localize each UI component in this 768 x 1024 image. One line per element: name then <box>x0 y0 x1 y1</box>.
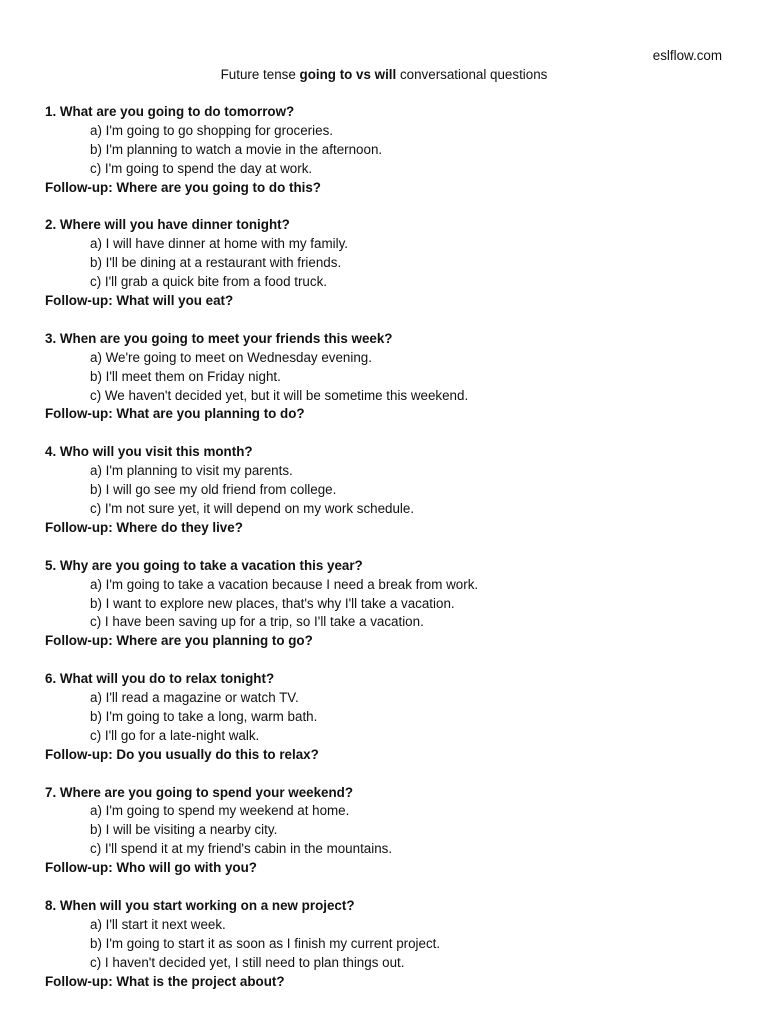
page-title <box>0 66 768 84</box>
answer-item: b) I want to explore new places, that's why I'll take a vacation. <box>90 595 455 611</box>
question-block <box>45 216 738 311</box>
answer-item: c) I'll go for a late-night walk. <box>90 727 260 743</box>
answer-list <box>45 689 738 746</box>
answer-item: c) I'm not sure yet, it will depend on my work schedule. <box>90 500 415 516</box>
title-suffix: conversational questions <box>396 67 548 82</box>
answer-item: b) I'm planning to watch a movie in the afternoon. <box>90 141 383 157</box>
answer-item: a) I'm going to take a vacation because I need a break from work. <box>90 576 479 592</box>
answer-item: c) I have been saving up for a trip, so I'll take a vacation. <box>90 614 424 630</box>
answer-item: b) I'm going to take a long, warm bath. <box>90 708 318 724</box>
question-title: 5. Why are you going to take a vacation this year? <box>45 557 363 573</box>
answer-list <box>45 916 738 973</box>
question-block <box>45 103 738 198</box>
title-bold: going to vs will <box>299 67 397 82</box>
question-block <box>45 897 738 992</box>
follow-up-question: Follow-up: What is the project about? <box>45 973 285 989</box>
answer-item: b) I'm going to start it as soon as I finish my current project. <box>90 935 441 951</box>
question-title: 7. Where are you going to spend your weekend? <box>45 784 354 800</box>
answer-item: a) I'm going to go shopping for groceries. <box>90 122 333 138</box>
answer-list <box>45 462 738 519</box>
question-block <box>45 443 738 538</box>
answer-list <box>45 235 738 292</box>
follow-up-question: Follow-up: Where are you planning to go? <box>45 633 313 649</box>
follow-up-question: Follow-up: What are you planning to do? <box>45 406 305 422</box>
follow-up-question: Follow-up: Who will go with you? <box>45 860 257 876</box>
answer-item: a) I'll read a magazine or watch TV. <box>90 690 299 706</box>
title-prefix: Future tense <box>220 67 300 82</box>
answer-item: a) We're going to meet on Wednesday evening. <box>90 349 372 365</box>
question-title: 3. When are you going to meet your friends this week? <box>45 330 393 346</box>
follow-up-question: Follow-up: What will you eat? <box>45 293 234 309</box>
question-block <box>45 670 738 765</box>
question-title: 4. Who will you visit this month? <box>45 444 253 460</box>
question-title: 6. What will you do to relax tonight? <box>45 671 275 687</box>
answer-item: c) I'll spend it at my friend's cabin in the mountains. <box>90 841 393 857</box>
answer-item: a) I'm going to spend my weekend at home. <box>90 803 350 819</box>
answer-item: c) I'm going to spend the day at work. <box>90 160 313 176</box>
answer-item: c) I haven't decided yet, I still need to plan things out. <box>90 954 405 970</box>
answer-list <box>45 802 738 859</box>
answer-item: b) I will be visiting a nearby city. <box>90 822 278 838</box>
question-list <box>45 103 738 1010</box>
answer-item: b) I will go see my old friend from college. <box>90 482 337 498</box>
answer-item: a) I'm planning to visit my parents. <box>90 463 293 479</box>
site-url: eslflow.com <box>652 48 722 63</box>
answer-item: b) I'll meet them on Friday night. <box>90 368 281 384</box>
answer-list <box>45 122 738 179</box>
answer-item: c) We haven't decided yet, but it will be sometime this weekend. <box>90 387 469 403</box>
answer-list <box>45 349 738 406</box>
question-block <box>45 557 738 652</box>
answer-item: a) I'll start it next week. <box>90 916 226 932</box>
answer-item: c) I'll grab a quick bite from a food truck. <box>90 274 327 290</box>
question-title: 1. What are you going to do tomorrow? <box>45 104 295 119</box>
question-block <box>45 784 738 879</box>
question-title: 8. When will you start working on a new project? <box>45 897 355 913</box>
answer-item: a) I will have dinner at home with my family. <box>90 236 348 252</box>
follow-up-question: Follow-up: Where do they live? <box>45 519 243 535</box>
follow-up-question: Follow-up: Do you usually do this to relax? <box>45 746 319 762</box>
answer-list <box>45 576 738 633</box>
answer-item: b) I'll be dining at a restaurant with friends. <box>90 255 342 271</box>
follow-up-question: Follow-up: Where are you going to do this? <box>45 179 321 195</box>
question-title: 2. Where will you have dinner tonight? <box>45 217 290 233</box>
question-block <box>45 330 738 425</box>
